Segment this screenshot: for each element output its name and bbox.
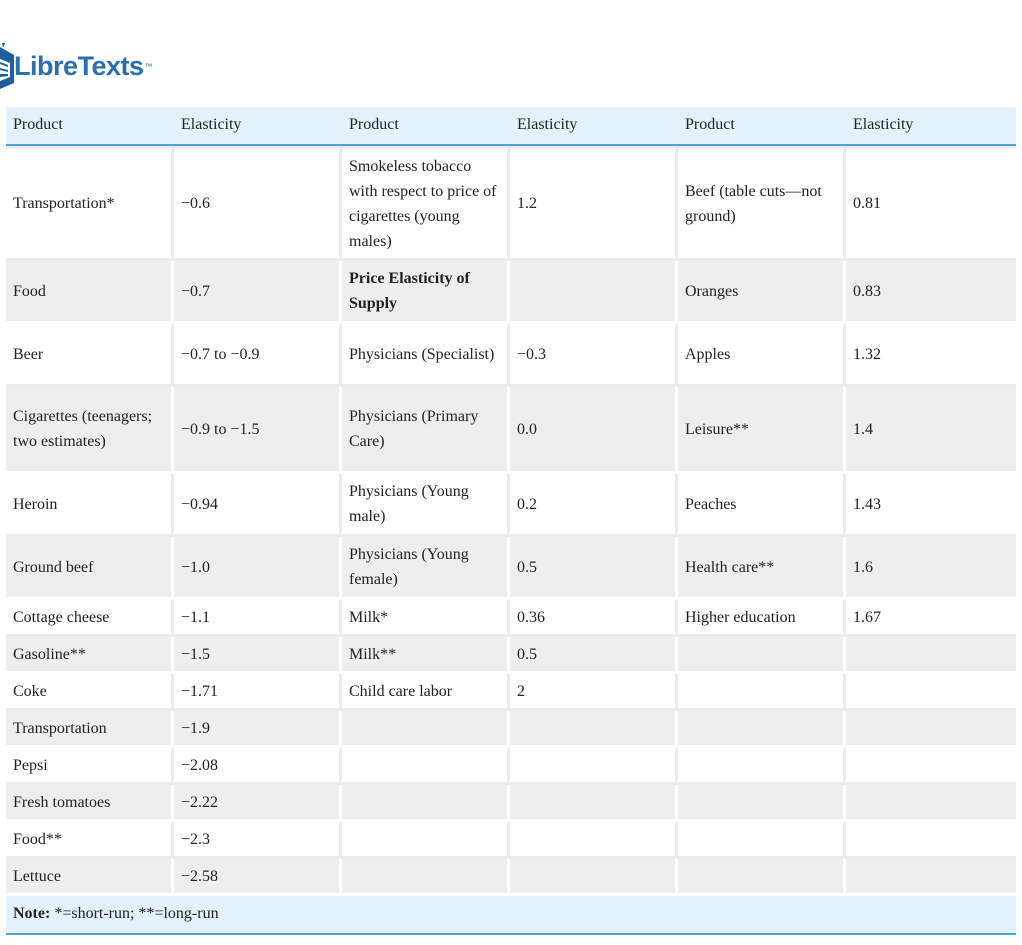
table-cell bbox=[342, 711, 510, 748]
table-cell bbox=[510, 822, 678, 859]
table-cell bbox=[846, 859, 1016, 896]
table-cell: −1.71 bbox=[174, 674, 342, 711]
table-cell: −0.7 bbox=[174, 261, 342, 324]
table-row bbox=[6, 387, 1016, 474]
table-cell bbox=[678, 711, 846, 748]
table-cell: −1.1 bbox=[174, 600, 342, 637]
table-cell: Smokeless tobacco with respect to price of cigarettes (young males) bbox=[342, 146, 510, 261]
table-cell: 0.5 bbox=[510, 637, 678, 674]
table-cell bbox=[510, 748, 678, 785]
table-cell: −2.3 bbox=[174, 822, 342, 859]
table-cell: Heroin bbox=[6, 474, 174, 537]
table-cell bbox=[510, 261, 678, 324]
column-header: Elasticity bbox=[846, 107, 1016, 146]
table-cell: −2.08 bbox=[174, 748, 342, 785]
table-cell: 0.0 bbox=[510, 387, 678, 474]
table-cell: −2.22 bbox=[174, 785, 342, 822]
table-row bbox=[6, 748, 1016, 785]
table-note bbox=[6, 896, 1016, 935]
table-cell bbox=[510, 859, 678, 896]
table-cell bbox=[510, 711, 678, 748]
note-label: Note: bbox=[13, 905, 51, 922]
table-row bbox=[6, 537, 1016, 600]
table-cell bbox=[678, 785, 846, 822]
table-cell: Physicians (Young male) bbox=[342, 474, 510, 537]
table-cell: −0.94 bbox=[174, 474, 342, 537]
table-cell: 1.6 bbox=[846, 537, 1016, 600]
table-section-heading: Price Elasticity of Supply bbox=[342, 261, 510, 324]
table-cell: Ground beef bbox=[6, 537, 174, 600]
column-header: Elasticity bbox=[174, 107, 342, 146]
table-cell: Oranges bbox=[678, 261, 846, 324]
table-cell: Higher education bbox=[678, 600, 846, 637]
table-cell: Cigarettes (teenagers; two estimates) bbox=[6, 387, 174, 474]
table-row bbox=[6, 859, 1016, 896]
table-cell bbox=[846, 748, 1016, 785]
table-cell bbox=[342, 859, 510, 896]
table-cell: Milk** bbox=[342, 637, 510, 674]
table-cell: Beer bbox=[6, 324, 174, 387]
table-cell: Coke bbox=[6, 674, 174, 711]
table-cell: Fresh tomatoes bbox=[6, 785, 174, 822]
table-cell: Physicians (Young female) bbox=[342, 537, 510, 600]
table-cell bbox=[846, 822, 1016, 859]
table-cell: Beef (table cuts—not ground) bbox=[678, 146, 846, 261]
table-row bbox=[6, 822, 1016, 859]
brand-name: LibreTexts bbox=[14, 50, 144, 81]
table-cell: Gasoline** bbox=[6, 637, 174, 674]
table-header-row bbox=[6, 107, 1016, 146]
table-cell: Lettuce bbox=[6, 859, 174, 896]
table-cell: Apples bbox=[678, 324, 846, 387]
table-cell: −0.9 to −1.5 bbox=[174, 387, 342, 474]
table-cell bbox=[510, 785, 678, 822]
brand-trademark: ™ bbox=[144, 61, 153, 71]
table-cell: −0.3 bbox=[510, 324, 678, 387]
elasticity-table bbox=[6, 107, 1016, 935]
table-cell bbox=[846, 711, 1016, 748]
column-header: Product bbox=[6, 107, 174, 146]
table-row bbox=[6, 711, 1016, 748]
column-header: Product bbox=[342, 107, 510, 146]
table-footer-row bbox=[6, 896, 1016, 935]
table-cell: Transportation bbox=[6, 711, 174, 748]
table-cell bbox=[678, 674, 846, 711]
table-cell: 1.67 bbox=[846, 600, 1016, 637]
column-header: Elasticity bbox=[510, 107, 678, 146]
table-cell: 0.81 bbox=[846, 146, 1016, 261]
table-cell bbox=[846, 637, 1016, 674]
table-cell bbox=[846, 674, 1016, 711]
libretexts-logo-icon bbox=[0, 43, 14, 89]
table-cell: Transportation* bbox=[6, 146, 174, 261]
table-row bbox=[6, 261, 1016, 324]
table-cell: Milk* bbox=[342, 600, 510, 637]
table-row bbox=[6, 146, 1016, 261]
table-row bbox=[6, 674, 1016, 711]
table-cell: −0.6 bbox=[174, 146, 342, 261]
table-cell: −1.5 bbox=[174, 637, 342, 674]
table-cell bbox=[678, 822, 846, 859]
table-cell bbox=[678, 859, 846, 896]
table-row bbox=[6, 785, 1016, 822]
table-cell: Pepsi bbox=[6, 748, 174, 785]
libretexts-logo[interactable] bbox=[0, 40, 153, 92]
table-cell bbox=[846, 785, 1016, 822]
table-cell bbox=[678, 637, 846, 674]
table-cell: 0.83 bbox=[846, 261, 1016, 324]
column-header: Product bbox=[678, 107, 846, 146]
table-cell: 1.2 bbox=[510, 146, 678, 261]
table-cell: Cottage cheese bbox=[6, 600, 174, 637]
table-cell: 0.36 bbox=[510, 600, 678, 637]
table-row bbox=[6, 474, 1016, 537]
table-cell: 2 bbox=[510, 674, 678, 711]
table-cell: Food bbox=[6, 261, 174, 324]
table-cell: Food** bbox=[6, 822, 174, 859]
table-cell: Health care** bbox=[678, 537, 846, 600]
table-cell: 0.2 bbox=[510, 474, 678, 537]
table-row bbox=[6, 600, 1016, 637]
table-cell bbox=[342, 748, 510, 785]
table-cell: −1.9 bbox=[174, 711, 342, 748]
table-cell: Child care labor bbox=[342, 674, 510, 711]
table-cell: 0.5 bbox=[510, 537, 678, 600]
table-cell: Leisure** bbox=[678, 387, 846, 474]
table-cell: −2.58 bbox=[174, 859, 342, 896]
table-cell bbox=[678, 748, 846, 785]
table-cell: −1.0 bbox=[174, 537, 342, 600]
table-row bbox=[6, 324, 1016, 387]
table-cell: Physicians (Primary Care) bbox=[342, 387, 510, 474]
table-cell bbox=[342, 785, 510, 822]
table-cell: 1.4 bbox=[846, 387, 1016, 474]
note-text: *=short-run; **=long-run bbox=[50, 905, 219, 922]
table-cell: Peaches bbox=[678, 474, 846, 537]
table-cell: −0.7 to −0.9 bbox=[174, 324, 342, 387]
table-cell: 1.43 bbox=[846, 474, 1016, 537]
table-cell: 1.32 bbox=[846, 324, 1016, 387]
table-cell: Physicians (Specialist) bbox=[342, 324, 510, 387]
table-row bbox=[6, 637, 1016, 674]
table-cell bbox=[342, 822, 510, 859]
